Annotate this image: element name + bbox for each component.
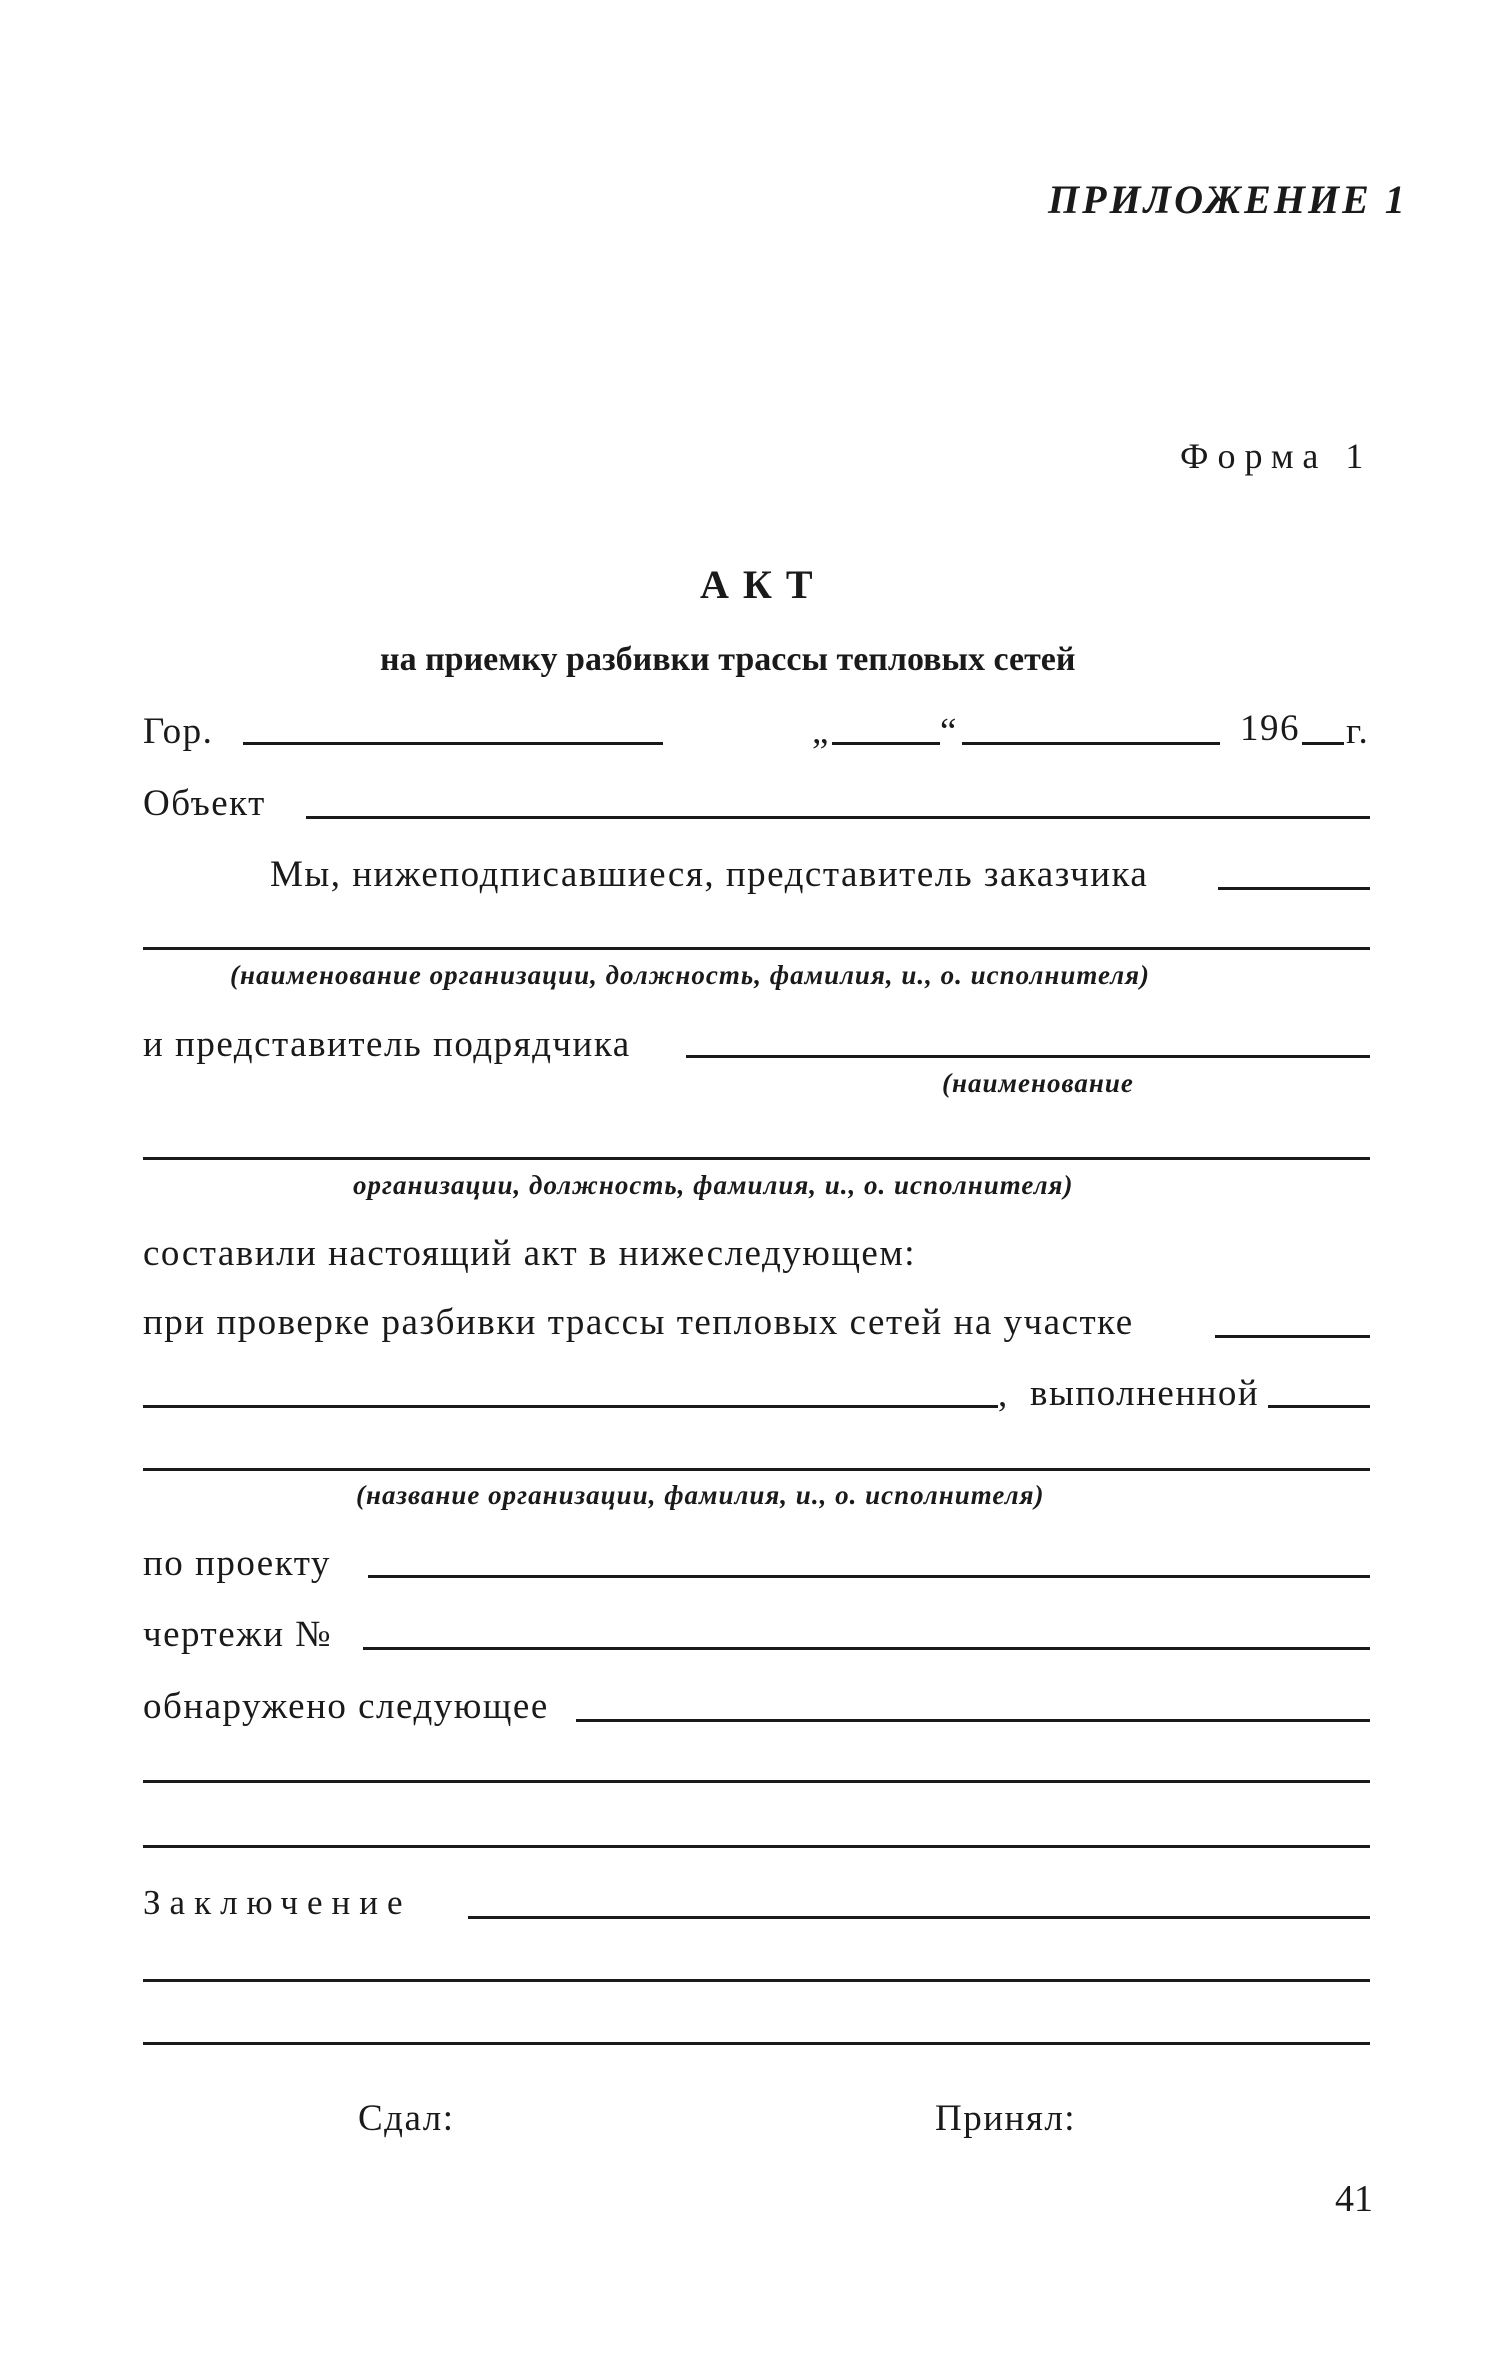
conclusion-field-2[interactable] [143,1979,1370,1982]
comma: , [998,1374,1009,1415]
contractor-field-2[interactable] [143,1157,1370,1160]
date-quote-close: “ [940,711,958,752]
contractor-caption-1: (наименование [942,1068,1134,1098]
document-title: АКТ [700,562,827,607]
performed-field-1[interactable] [1268,1405,1370,1408]
section-field-2[interactable] [143,1405,998,1408]
drawings-label: чертежи № [143,1614,333,1655]
found-label: обнаружено следующее [143,1686,549,1727]
composed-text: составили настоящий акт в нижеследующем: [143,1233,917,1274]
year-field[interactable] [1302,742,1344,745]
page-number: 41 [1335,2178,1373,2220]
section-field[interactable] [1215,1335,1370,1338]
performer-caption: (название организации, фамилия, и., о. исполнителя) [356,1480,1045,1510]
check-text: при проверке разбивки трассы тепловых сетей на участке [143,1302,1134,1343]
month-field[interactable] [962,742,1220,745]
year-suffix: г. [1346,711,1370,752]
object-field[interactable] [306,816,1370,819]
found-field-3[interactable] [143,1845,1370,1848]
customer-field-2[interactable] [143,947,1370,950]
appendix-label: ПРИЛОЖЕНИЕ 1 [1048,177,1408,222]
handed-signature-label: Сдал: [358,2098,455,2139]
conclusion-field-3[interactable] [143,2042,1370,2045]
year-prefix: 196 [1240,708,1300,749]
drawings-field[interactable] [363,1647,1370,1650]
project-label: по проекту [143,1543,331,1584]
day-field[interactable] [832,742,940,745]
form-label: Форма 1 [1180,436,1373,476]
object-label: Объект [143,783,266,824]
performed-field-2[interactable] [143,1468,1370,1471]
contractor-field-1[interactable] [686,1055,1370,1058]
accepted-signature-label: Принял: [935,2098,1077,2139]
performed-label: выполненной [1030,1373,1260,1414]
document-subtitle: на приемку разбивки трассы тепловых сетей [380,641,1076,678]
date-quote-open: „ [812,711,830,752]
contractor-representative-text: и представитель подрядчика [143,1024,631,1065]
city-label: Гор. [143,711,214,752]
found-field-2[interactable] [143,1780,1370,1783]
project-field[interactable] [368,1575,1370,1578]
customer-field-1[interactable] [1218,887,1370,890]
customer-caption: (наименование организации, должность, фамилия, и., о. исполнителя) [230,960,1151,990]
conclusion-label: Заключение [143,1883,412,1922]
found-field-1[interactable] [576,1719,1370,1722]
contractor-caption-2: организации, должность, фамилия, и., о. исполнителя) [353,1170,1074,1200]
city-field[interactable] [243,742,663,745]
customer-representative-text: Мы, нижеподписавшиеся, представитель заказчика [270,854,1149,895]
conclusion-field-1[interactable] [468,1916,1370,1919]
